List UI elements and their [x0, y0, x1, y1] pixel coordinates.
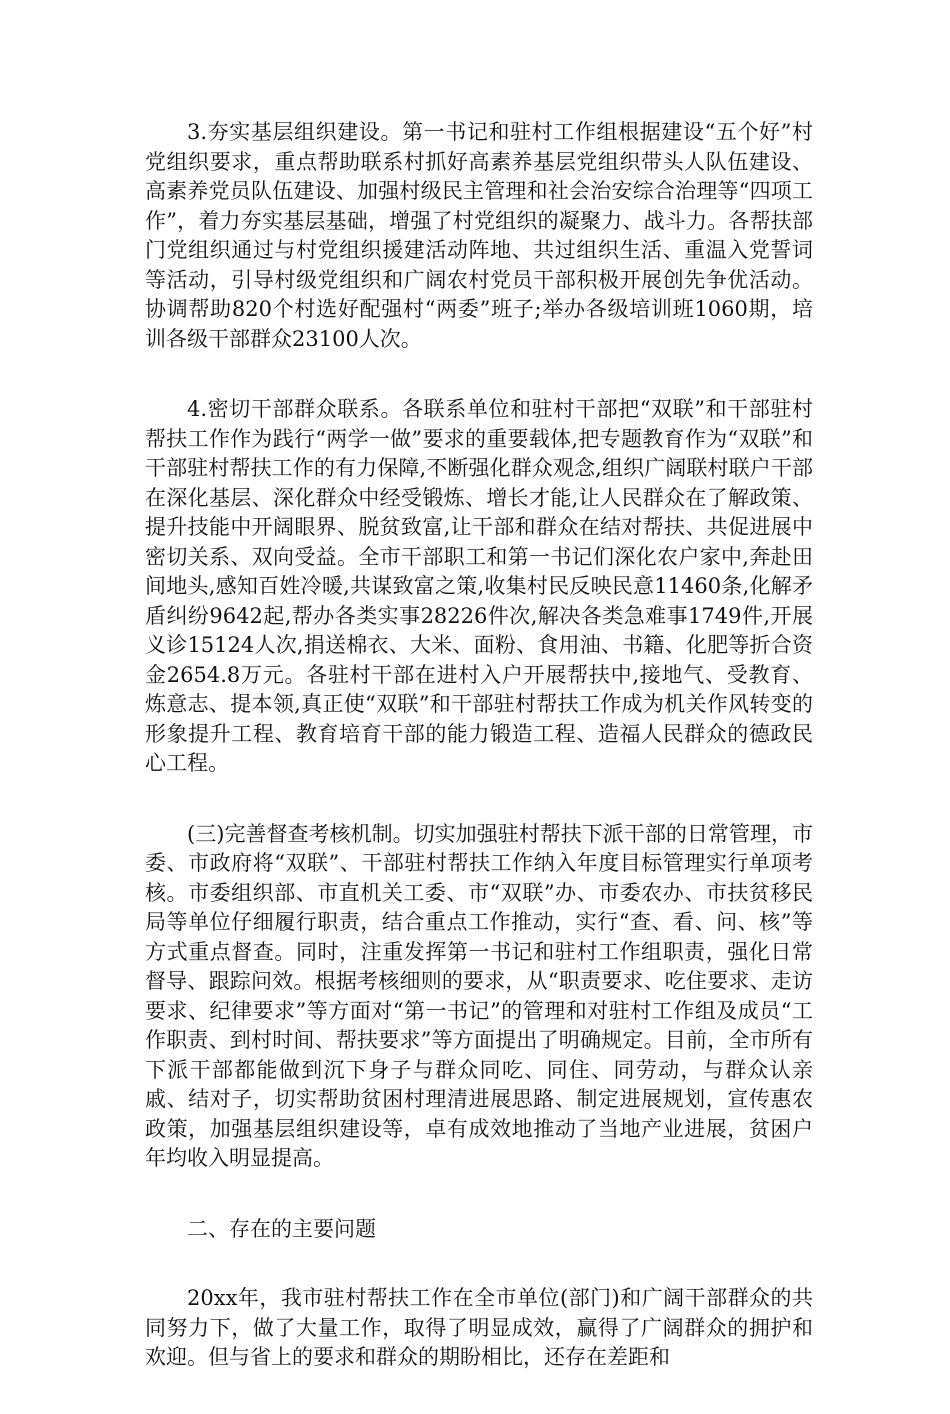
document-body — [145, 118, 813, 1414]
paragraph-problems-intro: 20xx年，我市驻村帮扶工作在全市单位(部门)和广阔干部群众的共同努力下，做了大量工作，取得了明显成效，赢得了广阔群众的拥护和欢迎。但与省上的要求和群众的期盼相比，还存在差距和 — [145, 1286, 813, 1369]
paragraph-supervision-assessment: (三)完善督查考核机制。切实加强驻村帮扶下派干部的日常管理，市委、市政府将“双联”、干部驻村帮扶工作纳入年度目标管理实行单项考核。市委组织部、市直机关工委、市“双联”办、市委农办、市扶贫移民局等单位仔细履行职责，结合重点工作推动，实行“查、看、问、核”等方式重点督查。同时，注重发挥第一书记和驻村工作组职责，强化日常督导、跟踪问效。根据考核细则的要求，从“职责要求、吃住要求、走访要求、纪律要求”等方面对“第一书记”的管理和对驻村工作组及成员“工作职责、到村时间、帮扶要求”等方面提出了明确规定。目前，全市所有下派干部都能做到沉下身子与群众同吃、同住、同劳动，与群众认亲戚、结对子，切实帮助贫困村理清进展思路、制定进展规划，宣传惠农政策，加强基层组织建设等，卓有成效地推动了当地产业进展，贫困户年均收入明显提高。 — [145, 821, 813, 1170]
section-heading-main-problems: 二、存在的主要问题 — [187, 1216, 376, 1241]
paragraph-cadre-mass-ties: 4.密切干部群众联系。各联系单位和驻村干部把“双联”和干部驻村帮扶工作作为践行“两学一做”要求的重要载体,把专题教育作为“双联”和干部驻村帮扶工作的有力保障,不断强化群众观念,组织广阔联村联户干部在深化基层、深化群众中经受锻炼、增长才能,让人民群众在了解政策、提升技能中开阔眼界、脱贫致富,让干部和群众在结对帮扶、共促进展中密切关系、双向受益。全市干部职工和第一书记们深化农户家中,奔赴田间地头,感知百姓冷暖,共谋致富之策,收集村民反映民意11460条,化解矛盾纠纷9642起,帮办各类实事28226件次,解决各类急难事1749件,开展义诊15124人次,捐送棉衣、大米、面粉、食用油、书籍、化肥等折合资金2654.8万元。各驻村干部在进村入户开展帮扶中,接地气、受教育、炼意志、提本领,真正使“双联”和干部驻村帮扶工作成为机关作风转变的形象提升工程、教育培育干部的能力锻造工程、造福人民群众的德政民心工程。 — [145, 397, 813, 775]
paragraph-grassroots-organization: 3.夯实基层组织建设。第一书记和驻村工作组根据建设“五个好”村党组织要求，重点帮助联系村抓好高素养基层党组织带头人队伍建设、高素养党员队伍建设、加强村级民主管理和社会治安综合治理等“四项工作”，着力夯实基层基础，增强了村党组织的凝聚力、战斗力。各帮扶部门党组织通过与村党组织援建活动阵地、共过组织生活、重温入党誓词等活动，引导村级党组织和广阔农村党员干部积极开展创先争优活动。协调帮助820个村选好配强村“两委”班子;举办各级培训班1060期，培训各级干部群众23100人次。 — [145, 120, 813, 351]
